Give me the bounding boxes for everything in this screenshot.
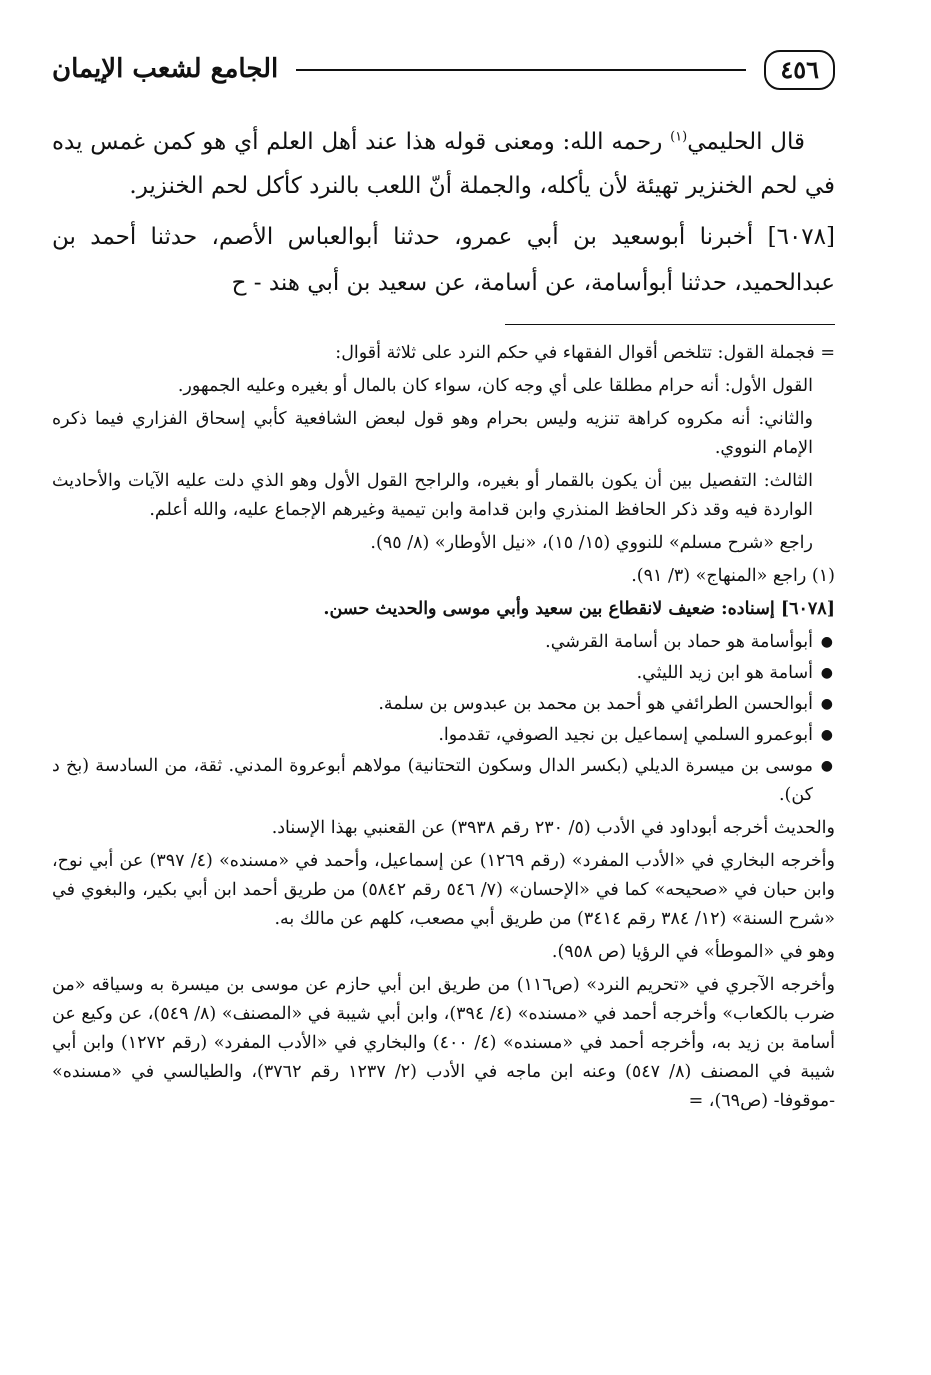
hadith-6078: [٦٠٧٨] أخبرنا أبوسعيد بن أبي عمرو، حدثنا أبوالعباس الأصم، حدثنا أحمد بن عبدالحميد، حدثنا أبوأسامة، عن أسامة، عن سعيد بن أبي هند - ح xyxy=(52,224,835,296)
running-title: الجامع لشعب الإيمان xyxy=(52,54,279,85)
narrator-text: أبوأسامة هو حماد بن أسامة القرشي. xyxy=(545,632,813,652)
opinion-third: الثالث: التفصيل بين أن يكون بالقمار أو بغيره، والراجح القول الأول وهو الذي دلت عليه الآيات والأحاديث الواردة فيه وقد ذكر الحافظ المنذري وابن قدامة وابن تيمية وغيرهم الإجماع عليه، والله أعلم. xyxy=(52,471,813,520)
halimi-paragraph xyxy=(52,120,835,208)
narrators-list xyxy=(52,628,835,810)
narrator-item xyxy=(52,628,835,657)
narrator-text: موسى بن ميسرة الديلي (بكسر الدال وسكون التحتانية) مولاهم أبوعروة المدني. ثقة، من السادسة (بخ د كن). xyxy=(52,756,813,805)
bullet-icon: ● xyxy=(820,727,833,743)
narrator-text: أسامة هو ابن زيد الليثي. xyxy=(636,663,813,683)
bullet-icon: ● xyxy=(820,634,833,650)
footnotes xyxy=(52,339,835,1116)
header-rule xyxy=(296,69,746,71)
narrator-item xyxy=(52,752,835,810)
footnote-1: (١) راجع «المنهاج» (٣/ ٩١). xyxy=(631,566,835,586)
halimi-paragraph-rest: رحمه الله: ومعنى قوله هذا عند أهل العلم أي هو كمن غمس يده في لحم الخنزير تهيئة لأن يأكله، والجملة أنّ اللعب بالنرد كأكل لحم الخنزير. xyxy=(52,129,835,199)
footnote-continuation-intro: = فجملة القول: تتلخص أقوال الفقهاء في حكم النرد على ثلاثة أقوال: xyxy=(335,343,835,363)
page-number-badge: ٤٥٦ xyxy=(764,50,835,91)
opinion-first: القول الأول: أنه حرام مطلقا على أي وجه كان، سواء كان بالمال أو بغيره وعليه الجمهور. xyxy=(177,376,813,396)
page-header xyxy=(52,38,835,102)
takhrij-abu-dawud: والحديث أخرجه أبوداود في الأدب (٥/ ٢٣٠ رقم ٣٩٣٨) عن القعنبي بهذا الإسناد. xyxy=(271,818,835,838)
takhrij-bukhari: وأخرجه البخاري في «الأدب المفرد» (رقم ١٢٦٩) عن إسماعيل، وأحمد في «مسنده» (٤/ ٣٩٧) عن أبي نوح، وابن حبان في «صحيحه» كما في «الإحسان» (٧/ ٥٤٦ رقم ٥٨٤٢) من طريق أحمد ابن أبي بكير، والبغوي في «شرح السنة» (١٢/ ٣٨٤ رقم ٣٤١٤) من طريق أبي مصعب، كلهم عن مالك به. xyxy=(52,851,835,929)
bullet-icon: ● xyxy=(820,665,833,681)
footnote-separator xyxy=(505,324,835,325)
bullet-icon: ● xyxy=(820,758,833,774)
narrator-item xyxy=(52,690,835,719)
opinion-second: والثاني: أنه مكروه كراهة تنزيه وليس بحرام وهو قول لبعض الشافعية كأبي إسحاق الفزاري فيما ذكره الإمام النووي. xyxy=(52,409,813,458)
takhrij-ajurri: وأخرجه الآجري في «تحريم النرد» (ص١١٦) من طريق ابن أبي حازم عن موسى بن ميسرة به وسياقه «من ضرب بالكعاب» وأخرجه أحمد في «مسنده» (٤/ ٣٩٤)، وابن أبي شيبة في «المصنف» (٨/ ٥٤٩)، عن وكيع عن أسامة بن زيد به، وأخرجه أحمد في «مسنده» (٤/ ٤٠٠) والبخاري في «الأدب المفرد» (رقم ١٢٧٢) وابن أبي شيبة في المصنف (٨/ ٥٤٧) وعنه ابن ماجه في الأدب (٢/ ١٢٣٧ رقم ٣٧٦٢)، والطيالسي في «مسنده» -موقوفا- (ص٦٩)، = xyxy=(52,975,835,1111)
halimi-paragraph-start: قال الحليمي xyxy=(687,129,805,155)
narrator-item xyxy=(52,721,835,750)
main-text xyxy=(52,120,835,306)
isnad-heading: [٦٠٧٨] إسناده: ضعيف لانقطاع بين سعيد وأبي موسى والحديث حسن. xyxy=(323,599,835,619)
takhrij-muwatta: وهو في «الموطأ» في الرؤيا (ص ٩٥٨). xyxy=(551,942,835,962)
footnote-reference-1: (١) xyxy=(670,129,688,145)
narrator-text: أبوالحسن الطرائفي هو أحمد بن محمد بن عبدوس بن سلمة. xyxy=(378,694,813,714)
refer-sources: راجع «شرح مسلم» للنووي (١٥/ ١٥)، «نيل الأوطار» (٨/ ٩٥). xyxy=(370,533,813,553)
bullet-icon: ● xyxy=(820,696,833,712)
narrator-item xyxy=(52,659,835,688)
narrator-text: أبوعمرو السلمي إسماعيل بن نجيد الصوفي، تقدموا. xyxy=(438,725,813,745)
